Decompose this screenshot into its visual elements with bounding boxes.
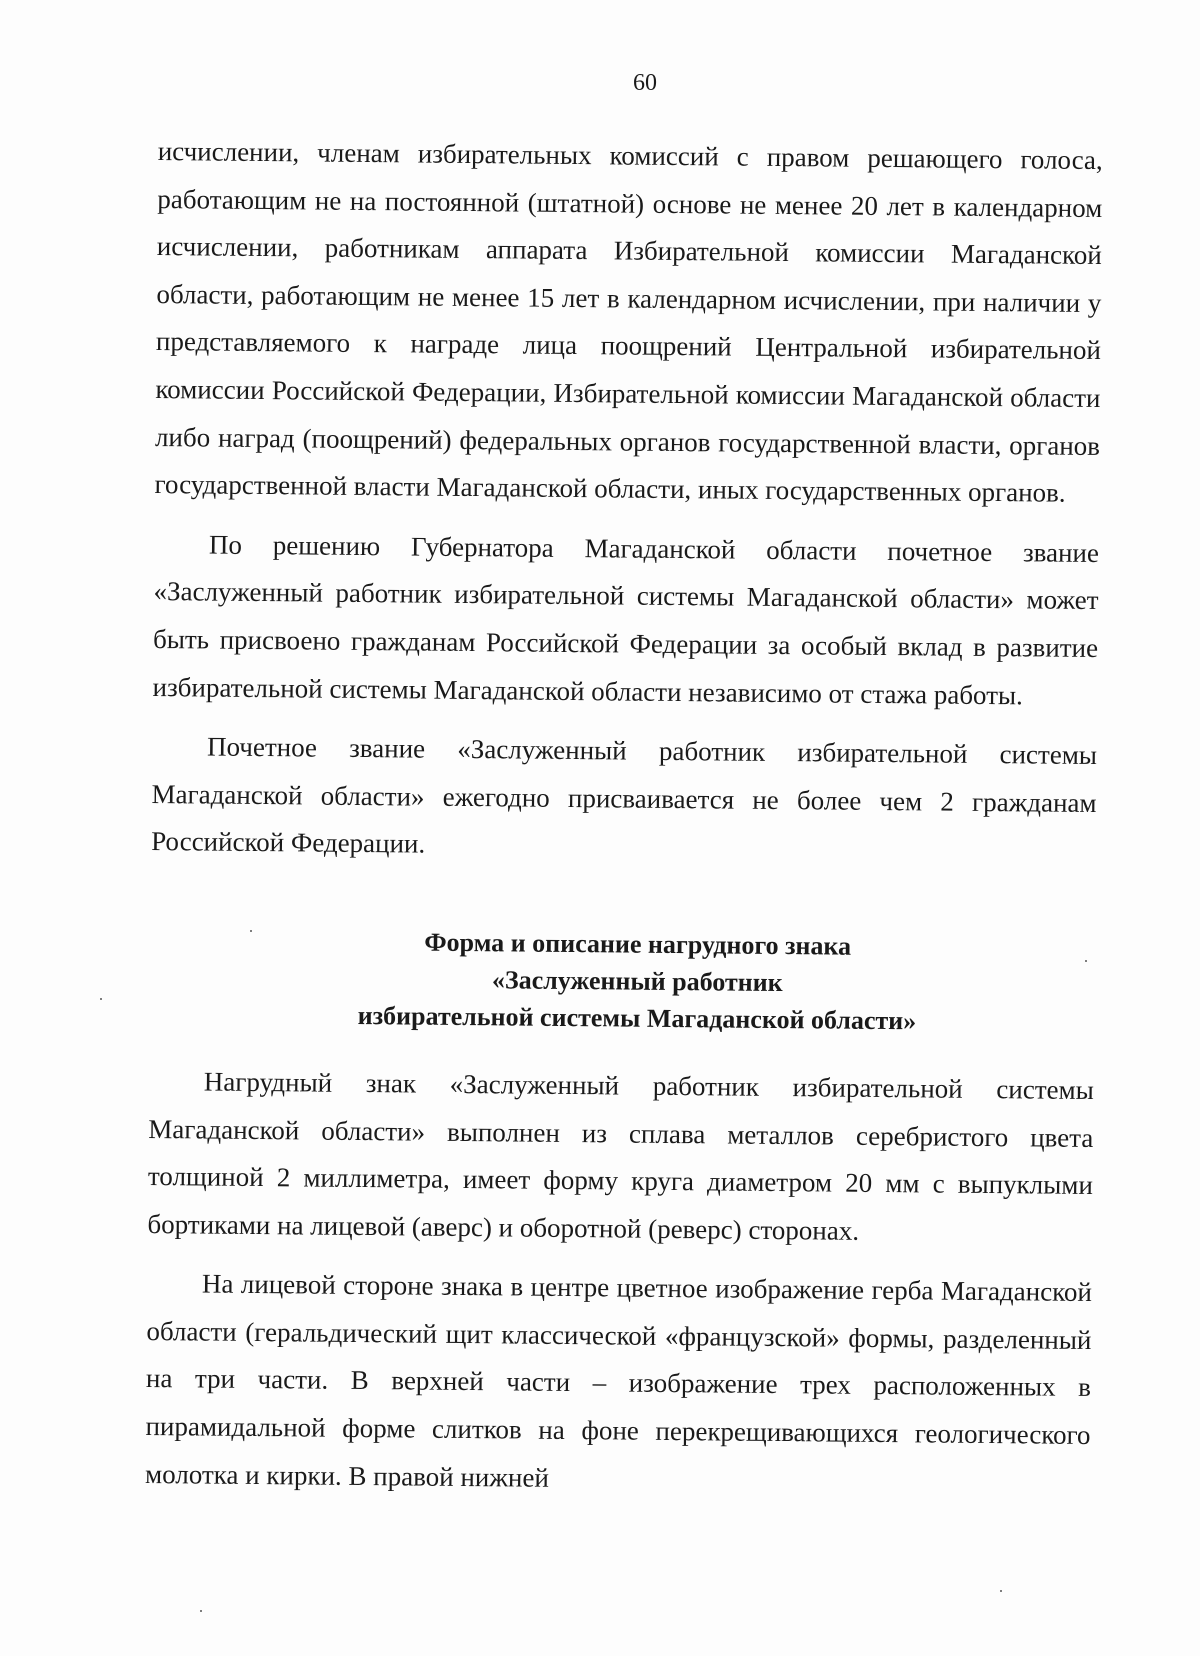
document-body bbox=[145, 128, 1103, 1507]
paragraph-badge-front-side: На лицевой стороне знака в центре цветное изображение герба Магаданской области (геральдический щит классической «французской» формы, разделенный на три части. В верхней части – изображение трех расположенных в пирамидальной форме слитков на фоне перекрещивающихся геологического молотка и кирки. В правой нижней bbox=[144, 1268, 1093, 1493]
section-heading-line-3: избирательной системы Магаданской области» bbox=[357, 1000, 917, 1036]
scan-speck bbox=[100, 998, 102, 1000]
section-heading-line-2: «Заслуженный работник bbox=[491, 965, 783, 997]
page-number: 60 bbox=[633, 70, 657, 96]
scan-speck bbox=[250, 930, 252, 932]
scan-speck bbox=[1085, 960, 1087, 962]
section-heading bbox=[149, 921, 1095, 1041]
paragraph-eligibility: исчислении, членам избирательных комиссий с правом решающего голоса, работающим не на постоянной (штатной) основе не менее 20 лет в календарном исчислении, работникам аппарата Избирательной комиссии Магаданской области, работающим не менее 15 лет в календарном исчислении, при наличии у представляемого к награде лица поощрений Центральной избирательной комиссии Российской Федерации, Избирательной комиссии Магаданской области либо наград (поощрений) федеральных органов государственной власти, органов государственной власти Магаданской области, иных государственных органов. bbox=[154, 135, 1103, 508]
paragraph-badge-material: Нагрудный знак «Заслуженный работник избирательной системы Магаданской области» выполнен из сплава металлов серебристого цвета толщиной 2 миллиметра, имеет форму круга диаметром 20 мм с выпуклыми бортиками на лицевой (аверс) и оборотной (реверс) сторонах. bbox=[147, 1066, 1094, 1246]
paragraph-governor-decision: По решению Губернатора Магаданской области почетное звание «Заслуженный работник избирательной системы Магаданской области» может быть присвоено гражданам Российской Федерации за особый вклад в развитие избирательной системы Магаданской области независимо от стажа работы. bbox=[152, 529, 1100, 710]
section-heading-line-1: Форма и описание нагрудного знака bbox=[424, 927, 852, 961]
scan-speck bbox=[200, 1610, 202, 1612]
scan-speck bbox=[1000, 1590, 1002, 1592]
paragraph-annual-limit: Почетное звание «Заслуженный работник избирательной системы Магаданской области» ежегодно присваивается не более чем 2 гражданам Российской Федерации. bbox=[151, 731, 1098, 859]
